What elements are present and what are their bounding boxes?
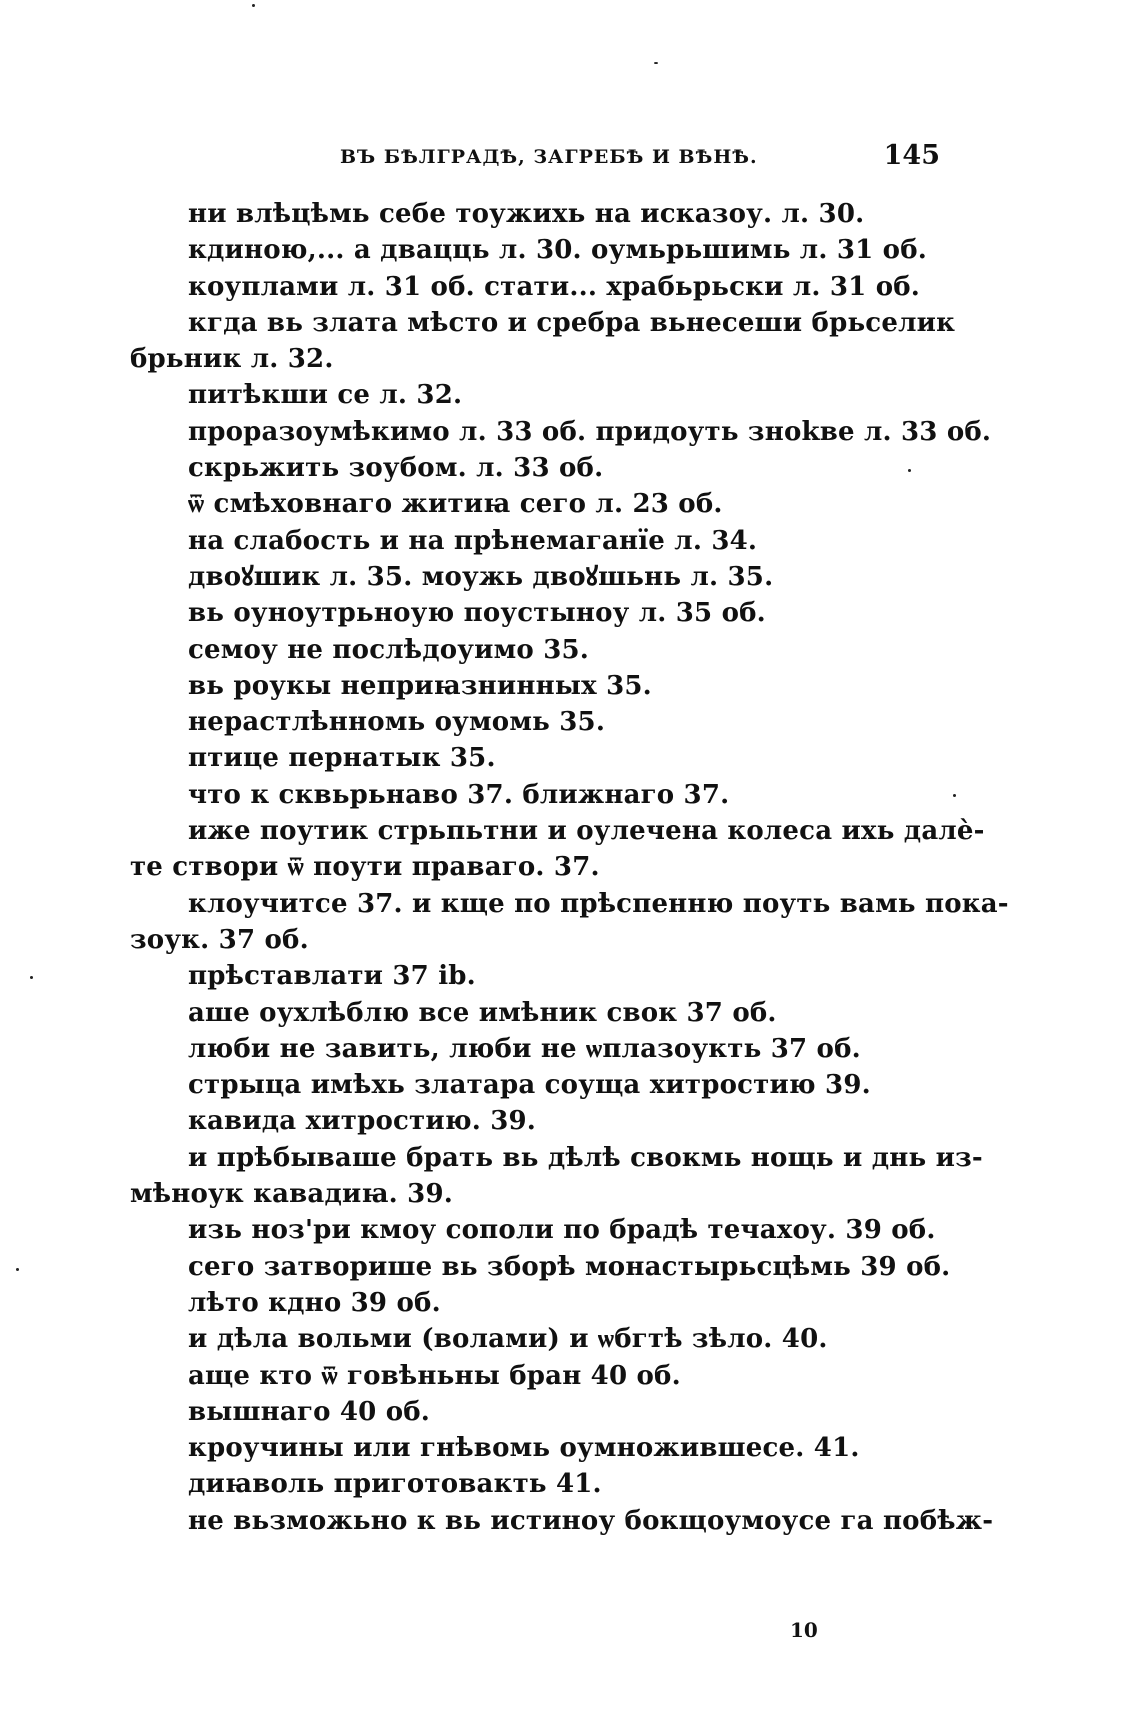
text-line: семоу не послѣдоуимо 35. (188, 634, 590, 665)
text-line: клоучитсе 37. и кще по прѣспенню поуть вамь пока- (188, 888, 1009, 919)
text-line: вь оуноутрьноую поустыноу л. 35 об. (188, 598, 766, 629)
text-line: те створи ѿ поути праваго. 37. (130, 852, 600, 883)
text-line: не вьзможьно к вь истиноу бокщоумоусе га побѣж- (188, 1505, 994, 1536)
running-title: ВЪ БѢЛГРАДѢ, ЗАГРЕБѢ И ВѢНѢ. (340, 146, 758, 168)
text-line: люби не завить, люби не ѡплазоукть 37 об. (188, 1033, 861, 1064)
text-line: коуплами л. 31 об. стати... храбьрьски л. 31 об. (188, 271, 921, 302)
text-line: нерастлѣнномь оумомь 35. (188, 707, 606, 738)
text-line: сего затворише вь зборѣ монастырьсцѣмь 39 об. (188, 1251, 951, 1282)
text-line: стрыца имѣхь златара соуща хитростию 39. (188, 1070, 871, 1101)
scan-speck (654, 62, 658, 64)
text-line: лѣто кдно 39 об. (188, 1287, 441, 1318)
text-line: двоꙋшик л. 35. моужь двоꙋшьнь л. 35. (188, 561, 774, 592)
text-line: аще кто ѿ говѣньны бран 40 об. (188, 1360, 681, 1391)
page-header (130, 140, 940, 180)
text-line: брьник л. 32. (130, 344, 334, 375)
text-line: кавида хитростию. 39. (188, 1106, 537, 1137)
text-line: изь ноз'ри кмоу сополи по брадѣ течахоу. 39 об. (188, 1215, 936, 1246)
body-text (130, 196, 1009, 1539)
scan-speck (908, 469, 911, 472)
text-line: скрьжить зоубом. л. 33 об. (188, 453, 604, 484)
signature-mark: 10 (790, 1618, 818, 1642)
text-line: вь роукы неприꙗзнинных 35. (188, 670, 652, 701)
text-line: кдиною,... а двацць л. 30. оумьрьшимь л. 31 об. (188, 235, 928, 266)
scan-speck (30, 976, 33, 979)
text-line: диꙗволь приготовакть 41. (188, 1469, 602, 1500)
text-line: ни влѣцѣмь себе тоужихь на исказоу. л. 30. (188, 199, 865, 229)
text-line: зоук. 37 об. (130, 924, 309, 955)
text-line: мѣноук кавадиꙗ. 39. (130, 1179, 453, 1210)
text-line: и дѣла вольми (волами) и ѡбгтѣ зѣло. 40. (188, 1324, 828, 1355)
text-line: что к сквьрьнаво 37. ближнаго 37. (188, 779, 730, 810)
scan-speck (953, 794, 956, 797)
scan-speck (252, 4, 255, 7)
text-line: и прѣбываше брать вь дѣлѣ свокмь нощь и днь из- (188, 1142, 983, 1173)
text-line: вышнаго 40 об. (188, 1396, 431, 1427)
text-line: кроучины или гнѣвомь оумножившесе. 41. (188, 1433, 860, 1464)
text-line: иже поутик стрьпьтни и оулечена колеса ихь далѐ- (188, 816, 985, 847)
page-number: 145 (883, 140, 940, 171)
text-line: аше оухлѣблю все имѣник свок 37 об. (188, 997, 777, 1028)
text-line: кгда вь злата мѣсто и сребра вьнесеши брьселик (188, 307, 956, 338)
text-line: прѣставлати 37 ib. (188, 961, 476, 992)
text-line: проразоумѣкимо л. 33 об. придоуть зноkве л. 33 об. (188, 416, 992, 447)
text-line: птице пернатык 35. (188, 743, 496, 774)
scan-speck (16, 1268, 19, 1271)
text-line: на слабость и на прѣнемаганїе л. 34. (188, 525, 758, 556)
text-line: питѣкши се л. 32. (188, 380, 463, 411)
text-line: ѿ смѣховнаго житиꙗ сего л. 23 об. (188, 489, 723, 520)
